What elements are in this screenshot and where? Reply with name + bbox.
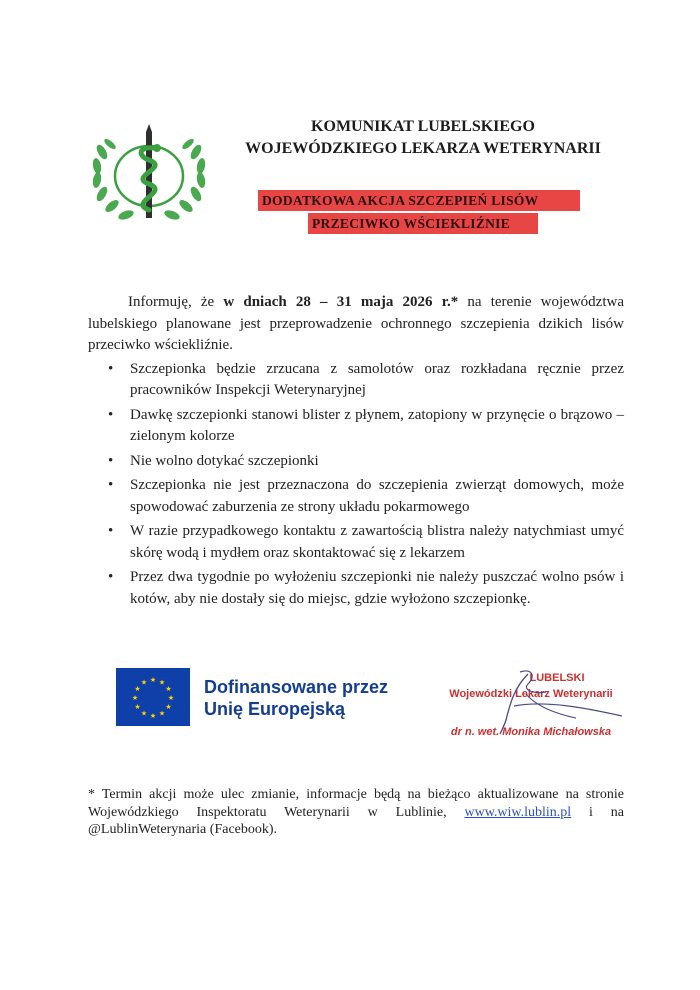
veterinary-logo-icon <box>88 122 210 228</box>
svg-text:★: ★ <box>158 709 166 718</box>
eu-line-1: Dofinansowane przez <box>204 677 389 697</box>
list-item: • W razie przypadkowego kontaktu z zawartością blistra należy natychmiast umyć skórę wodą i mydłem oraz skontaktować się z lekarzem <box>88 521 624 564</box>
list-item: • Szczepionka nie jest przeznaczona do szczepienia zwierząt domowych, może spowodować zaburzenia ze strony układu pokarmowego <box>88 475 624 518</box>
stamp-line-2: Wojewódzki Lekarz Weterynarii <box>449 688 613 700</box>
footnote-text: * Termin akcji może ulec zmianie, informacje będą na bieżąco aktualizowane na stronie Wojewódzkiego Inspektoratu Weterynarii w Lublinie, <box>88 787 624 820</box>
svg-text:★: ★ <box>134 685 141 693</box>
page-title <box>222 116 624 160</box>
list-item: • Szczepionka będzie zrzucana z samolotów oraz rozkładana ręcznie przez pracowników Inspekcji Weterynaryjnej <box>88 359 624 402</box>
title-line-2: WOJEWÓDZKIEGO LEKARZA WETERYNARII <box>245 140 601 157</box>
banner-line-2: PRZECIWKO WŚCIEKLIŹNIE <box>308 213 538 234</box>
website-link[interactable]: www.wiw.lublin.pl <box>464 804 572 820</box>
eu-funding-text <box>204 676 388 720</box>
svg-text:★: ★ <box>131 694 139 702</box>
info-list <box>88 359 624 611</box>
eu-line-2: Unię Europejską <box>204 699 346 719</box>
stamp-line-1: LUBELSKI <box>529 672 585 684</box>
stamp-name: dr n. wet. Monika Michałowska <box>450 726 612 738</box>
intro-prefix: Informuję, że <box>128 294 224 310</box>
svg-text:★: ★ <box>165 685 172 693</box>
highlight-banner <box>258 190 588 236</box>
eu-funding-logo <box>116 668 406 728</box>
footnote-text-after: i na @LublinWeterynaria (Facebook). <box>88 804 624 837</box>
list-item: • Nie wolno dotykać szczepionki <box>88 451 624 473</box>
title-line-1: KOMUNIKAT LUBELSKIEGO <box>311 118 535 135</box>
svg-text:★: ★ <box>149 712 157 720</box>
svg-text:★: ★ <box>167 694 175 702</box>
list-item: • Przez dwa tygodnie po wyłożeniu szczepionki nie należy puszczać wolno psów i kotów, aby nie dostały się do miejsc, gdzie wyłożono szczepionkę. <box>88 567 624 610</box>
footnote <box>88 786 624 839</box>
svg-text:★: ★ <box>165 703 172 711</box>
svg-text:★: ★ <box>149 676 157 684</box>
eu-flag-icon <box>116 668 190 726</box>
intro-suffix: na terenie województwa lubelskiego planowane jest przeprowadzenie ochronnego szczepienia dzikich lisów przeciwko wściekliźnie. <box>88 294 624 353</box>
list-item: • Dawkę szczepionki stanowi blister z płynem, zatopiony w przynęcie o brązowo – zielonym kolorze <box>88 405 624 448</box>
svg-text:★: ★ <box>134 703 141 711</box>
intro-date: w dniach 28 – 31 maja 2026 r.* <box>223 294 459 310</box>
announcement-body <box>88 292 624 613</box>
banner-line-1: DODATKOWA AKCJA SZCZEPIEŃ LISÓW <box>258 190 580 211</box>
svg-text:★: ★ <box>140 678 148 687</box>
svg-text:★: ★ <box>158 678 166 687</box>
official-stamp <box>436 664 626 748</box>
intro-paragraph <box>88 292 624 357</box>
svg-text:★: ★ <box>140 709 148 718</box>
